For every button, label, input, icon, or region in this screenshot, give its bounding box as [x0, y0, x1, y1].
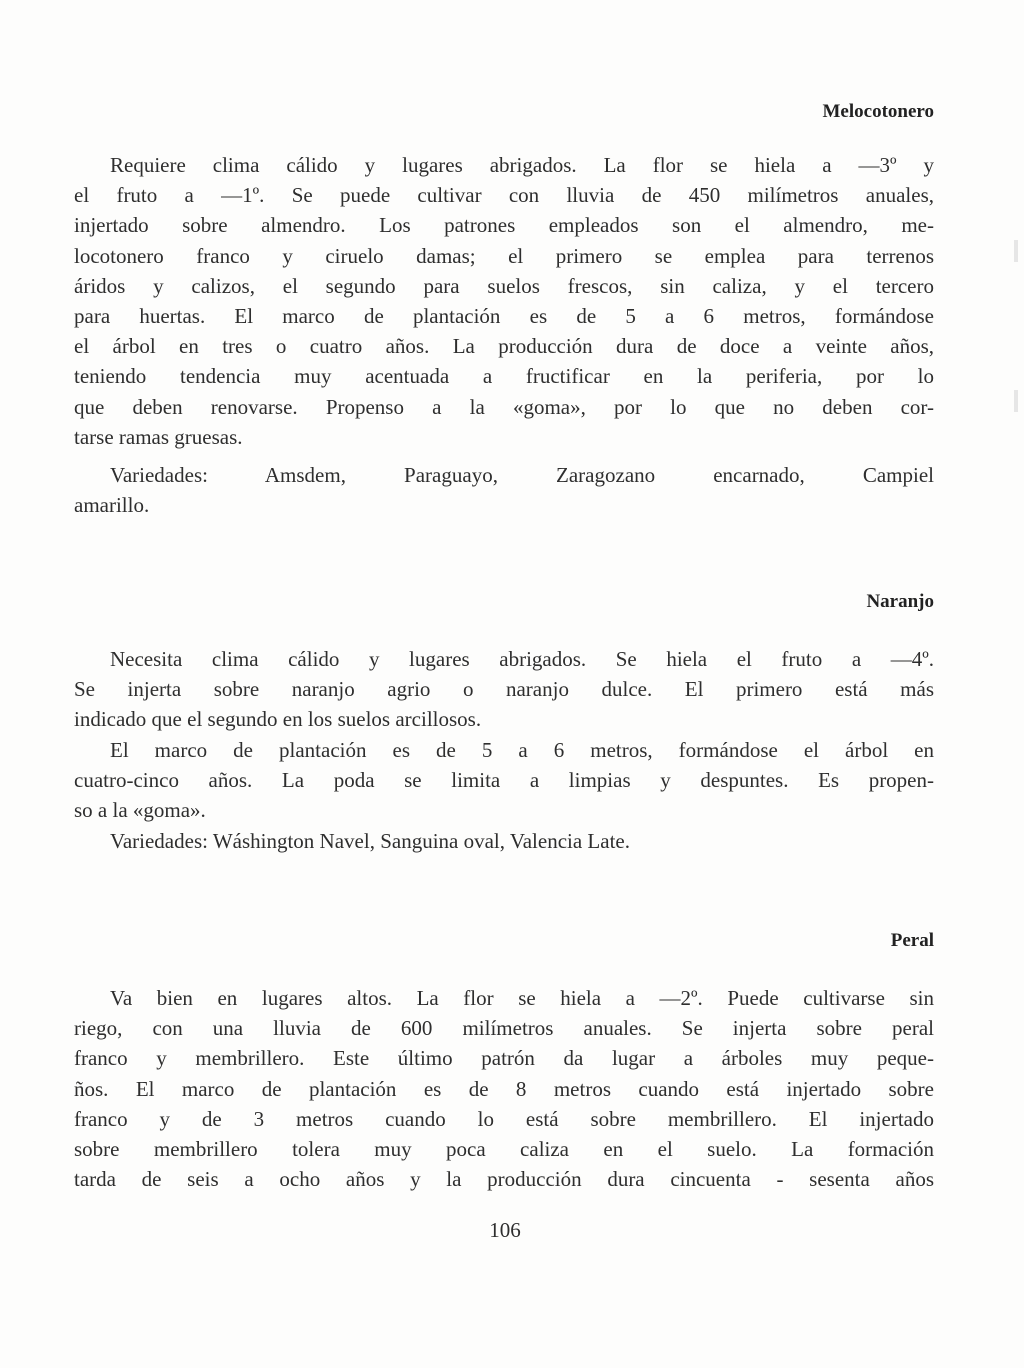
page-number: 106	[489, 1218, 521, 1242]
text-line: riego, con una lluvia de 600 milímetros anuales. Se injerta sobre peral	[74, 1016, 934, 1041]
paragraph-naranjo-description	[74, 644, 934, 735]
text-line: para huertas. El marco de plantación es de 5 a 6 metros, formándose	[74, 304, 934, 329]
text-line: Necesita clima cálido y lugares abrigados. Se hiela el fruto a —4º.	[110, 647, 934, 671]
text-line: sobre membrillero tolera muy poca caliza en el suelo. La formación	[74, 1137, 934, 1162]
paragraph-naranjo-planting	[74, 735, 934, 826]
text-line: ños. El marco de plantación es de 8 metros cuando está injertado sobre	[74, 1076, 934, 1101]
text-line: El marco de plantación es de 5 a 6 metros, formándose el árbol en	[110, 738, 934, 762]
text-line: tarse ramas gruesas.	[74, 424, 243, 449]
text-line: cuatro-cinco años. La poda se limita a limpias y despuntes. Es propen-	[74, 768, 934, 793]
scan-edge-mark	[1014, 390, 1018, 412]
text-line: el fruto a —1º. Se puede cultivar con lluvia de 450 milímetros anuales,	[74, 183, 934, 208]
paragraph-melocotonero-varieties	[74, 460, 934, 520]
text-line: so a la «goma».	[74, 798, 206, 823]
text-line: teniendo tendencia muy acentuada a fructificar en la periferia, por lo	[74, 364, 934, 389]
paragraph-naranjo-varieties	[74, 826, 934, 856]
text-line: Va bien en lugares altos. La flor se hiela a —2º. Puede cultivarse sin	[110, 986, 934, 1010]
scan-edge-mark	[1014, 240, 1018, 262]
text-line: Variedades: Amsdem, Paraguayo, Zaragozano encarnado, Campiel	[110, 463, 934, 487]
text-line: franco y de 3 metros cuando lo está sobre membrillero. El injertado	[74, 1106, 934, 1131]
text-line: injertado sobre almendro. Los patrones empleados son el almendro, me-	[74, 213, 934, 238]
text-line: Variedades: Wáshington Navel, Sanguina oval, Valencia Late.	[110, 829, 630, 853]
paragraph-peral-description	[74, 983, 934, 1194]
text-line: Se injerta sobre naranjo agrio o naranjo dulce. El primero está más	[74, 677, 934, 702]
text-line: tarda de seis a ocho años y la producción dura cincuenta - sesenta años	[74, 1167, 934, 1192]
section-heading-peral: Peral	[890, 930, 934, 951]
paragraph-melocotonero-description	[74, 150, 934, 452]
text-line: áridos y calizos, el segundo para suelos frescos, sin caliza, y el tercero	[74, 273, 934, 298]
text-line: franco y membrillero. Este último patrón da lugar a árboles muy peque-	[74, 1046, 934, 1071]
text-line: el árbol en tres o cuatro años. La producción dura de doce a veinte años,	[74, 334, 934, 359]
text-line: amarillo.	[74, 493, 150, 518]
section-heading-naranjo: Naranjo	[866, 591, 934, 612]
text-line: que deben renovarse. Propenso a la «goma», por lo que no deben cor-	[74, 394, 934, 419]
text-line: indicado que el segundo en los suelos arcillosos.	[74, 707, 482, 732]
section-heading-melocotonero: Melocotonero	[822, 101, 934, 122]
text-line: locotonero franco y ciruelo damas; el primero se emplea para terrenos	[74, 243, 934, 268]
text-line: Requiere clima cálido y lugares abrigados. La flor se hiela a —3º y	[110, 153, 934, 177]
